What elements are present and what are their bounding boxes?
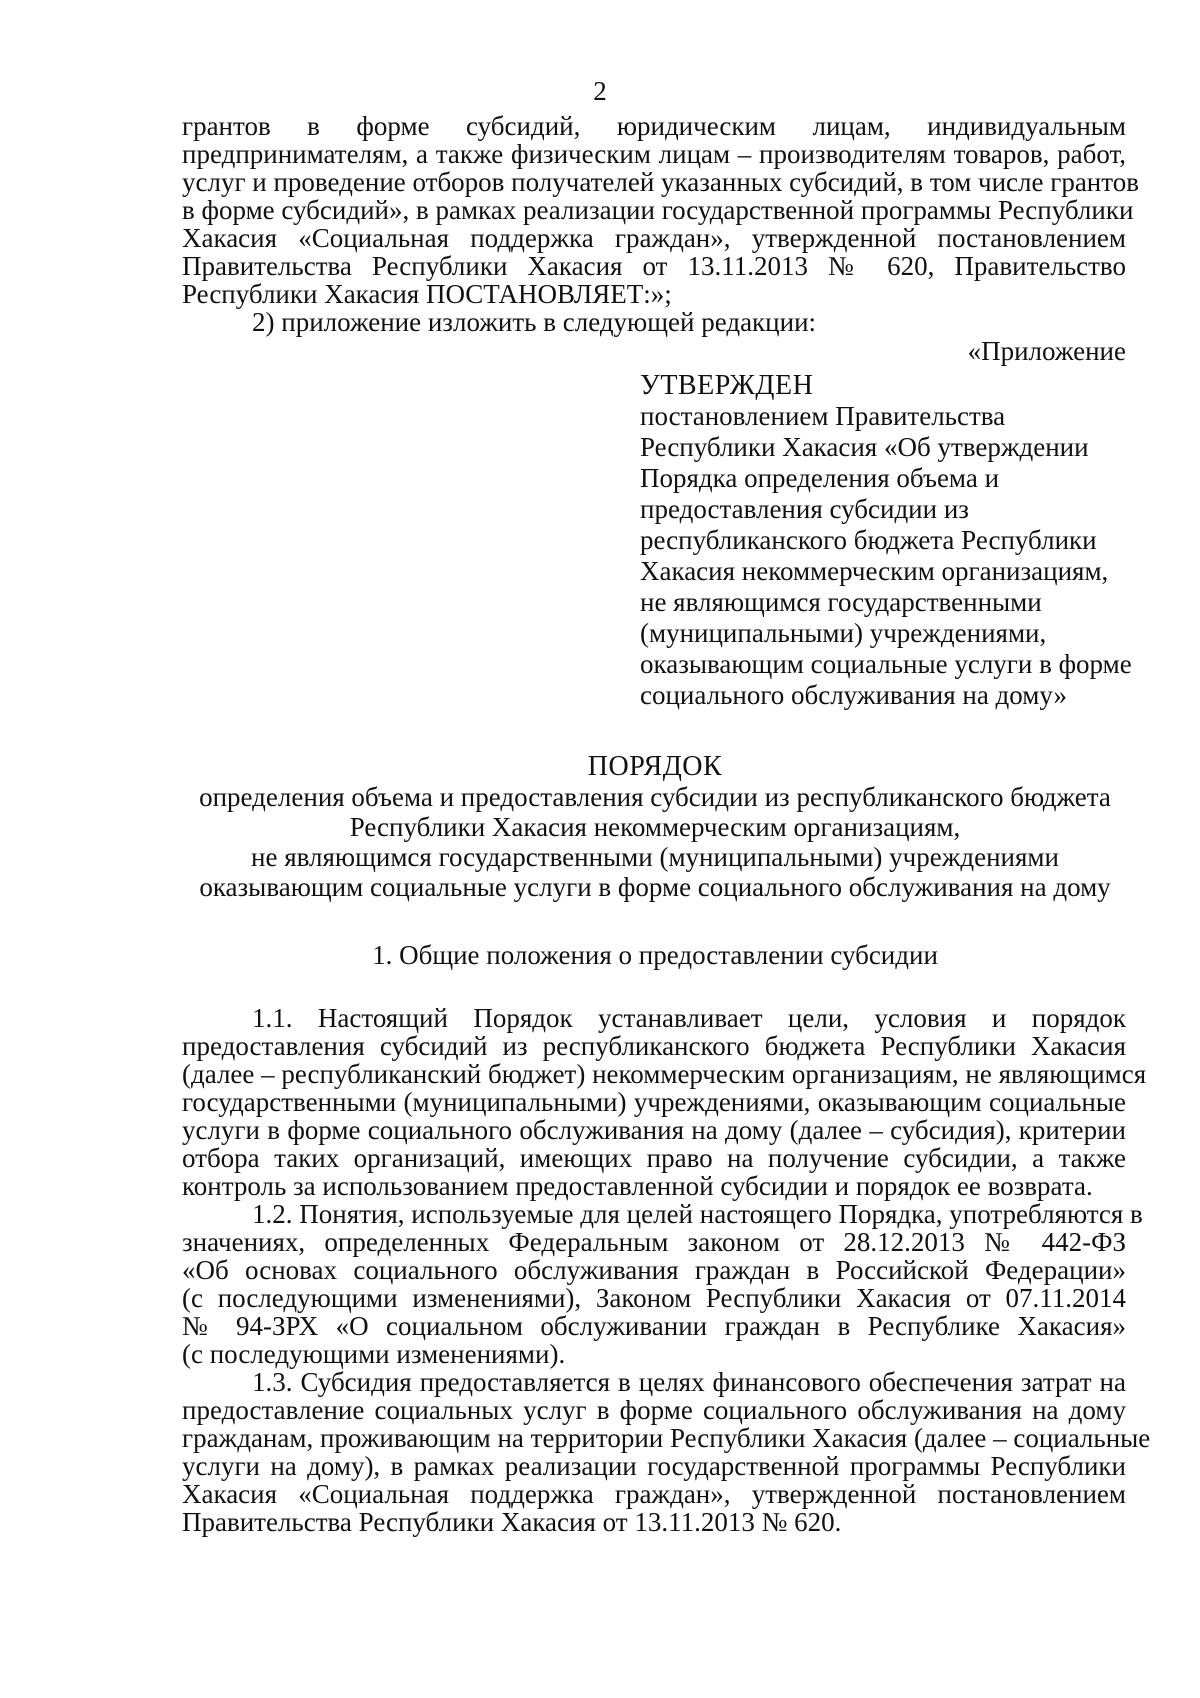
order-subtitle-line: оказывающим социальные услуги в форме социального обслуживания на дому — [199, 872, 1111, 902]
approval-line: предоставления субсидии из — [640, 494, 969, 524]
text-line: 1.2. Понятия, используемые для целей настоящего Порядка, употребляются в — [252, 1199, 1143, 1229]
approval-line: республиканского бюджета Республики — [640, 525, 1097, 555]
paragraph-1-2 — [182, 1199, 1143, 1369]
appendix-label: «Приложение — [967, 336, 1126, 366]
approval-line: социального обслуживания на дому» — [640, 680, 1068, 710]
section-heading-block — [150, 940, 1160, 970]
approval-line: оказывающим социальные услуги в форме — [640, 649, 1132, 679]
text-line: гражданам, проживающим на территории Республики Хакасия (далее – социальные — [182, 1423, 1151, 1453]
order-subtitle-line: не являющимся государственными (муниципальными) учреждениями — [251, 842, 1059, 872]
paragraph-1-3 — [182, 1367, 1151, 1537]
approval-line: Порядка определения объема и — [640, 463, 1000, 493]
text-line: предпринимателям, а также физическим лицам – производителям товаров, работ, — [182, 139, 1126, 169]
text-line: Хакасия «Социальная поддержка граждан», утвержденной постановлением — [182, 223, 1126, 253]
text-line: отбора таких организаций, имеющих право на получение субсидии, а также — [182, 1143, 1126, 1173]
text-line: Республики Хакасия ПОСТАНОВЛЯЕТ:»; — [182, 279, 672, 309]
text-line: № 94-ЗРХ «О социальном обслуживании граждан в Республике Хакасия» — [182, 1311, 1126, 1341]
intro-paragraph — [182, 111, 1139, 337]
text-line: «Об основах социального обслуживания граждан в Российской Федерации» — [182, 1255, 1126, 1285]
text-line: Правительства Республики Хакасия от 13.11.2013 № 620, Правительство — [182, 251, 1126, 281]
text-line: Хакасия «Социальная поддержка граждан», утвержденной постановлением — [182, 1479, 1126, 1509]
text-line: в форме субсидий», в рамках реализации государственной программы Республики — [182, 195, 1134, 225]
approval-line: Хакасия некоммерческим организациям, — [640, 556, 1109, 586]
text-line: 1.1. Настоящий Порядок устанавливает цели, условия и порядок — [252, 1003, 1126, 1033]
approval-line: Республики Хакасия «Об утверждении — [640, 432, 1089, 462]
text-line: услуги на дому), в рамках реализации государственной программы Республики — [182, 1451, 1126, 1481]
text-line: 1.3. Субсидия предоставляется в целях финансового обеспечения затрат на — [252, 1367, 1126, 1397]
text-line: контроль за использованием предоставленной субсидии и порядок ее возврата. — [182, 1171, 1093, 1201]
text-line: грантов в форме субсидий, юридическим лицам, индивидуальным — [182, 111, 1126, 141]
paragraph-1-1 — [182, 1003, 1147, 1201]
text-line: (далее – республиканский бюджет) некоммерческим организациям, не являющимся — [182, 1059, 1147, 1089]
text-line: (с последующими изменениями), Законом Республики Хакасия от 07.11.2014 — [182, 1283, 1126, 1313]
approval-line: постановлением Правительства — [640, 401, 1006, 431]
order-subtitle-line: определения объема и предоставления субсидии из республиканского бюджета — [199, 782, 1111, 812]
order-title-block — [150, 752, 1160, 902]
approval-block — [640, 370, 1160, 711]
text-line: услуги в форме социального обслуживания на дому (далее – субсидия), критерии — [182, 1115, 1126, 1145]
text-line: государственными (муниципальными) учреждениями, оказывающим социальные — [182, 1087, 1126, 1117]
text-line: значениях, определенных Федеральным законом от 28.12.2013 № 442-ФЗ — [182, 1227, 1126, 1257]
section-heading: 1. Общие положения о предоставлении субсидии — [372, 940, 938, 970]
approval-line: (муниципальными) учреждениями, — [640, 618, 1047, 648]
text-line: услуг и проведение отборов получателей указанных субсидий, в том числе грантов — [182, 167, 1139, 197]
approval-line: не являющимся государственными — [640, 587, 1042, 617]
text-line: предоставление социальных услуг в форме социального обслуживания на дому — [182, 1395, 1126, 1425]
order-subtitle-line: Республики Хакасия некоммерческим организациям, — [349, 812, 961, 842]
order-title: ПОРЯДОК — [587, 751, 723, 782]
text-line: предоставления субсидий из республиканского бюджета Республики Хакасия — [182, 1031, 1126, 1061]
approval-title: УТВЕРЖДЕН — [640, 370, 814, 401]
text-line: (с последующими изменениями). — [182, 1339, 566, 1369]
page-number: 2 — [593, 76, 607, 106]
item-two: 2) приложение изложить в следующей редакции: — [252, 307, 817, 337]
text-line: Правительства Республики Хакасия от 13.11.2013 № 620. — [182, 1507, 842, 1537]
